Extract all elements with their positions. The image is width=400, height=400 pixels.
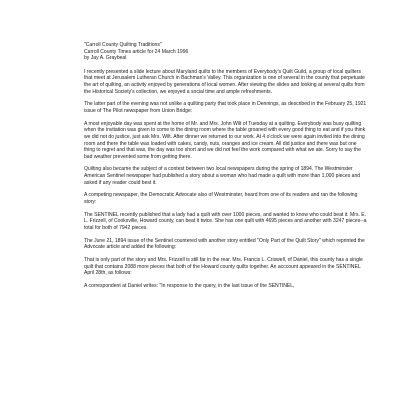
- article-page: [84, 42, 368, 296]
- article-header: [84, 42, 368, 62]
- article-source: Carroll County Times article for 24 March 1996: [84, 48, 189, 55]
- article-author: by Jay A. Graybeal: [84, 55, 127, 62]
- paragraph: I recently presented a slide lecture about Maryland quilts to the members of Everybody's Quilt Guild, a group of local quilters that meet at Jerusalem Lutheran Church in Bachman's Valley. This organization is one of several in the county that perpetuate the art of quilting, an activity enjoyed by generations of local women. After viewing the slides and looking at several quilts from the Historical Society's collection, we enjoyed a social time and ample refreshments.: [84, 68, 365, 95]
- paragraph: Quilting also became the subject of a contest between two local newspapers during the spring of 1894. The Westminster American Sentinel newspaper had published a story about a woman who had made a quilt with more than 1,000 pieces and asked if any reader could best it.: [84, 166, 361, 186]
- paragraph: A competing newspaper, the Democratic Advocate also of Westminster, heard from one of its readers and ran the following story:: [84, 192, 358, 206]
- paragraph: The June 21, 1894 issue of the Sentinel countered with another story entitled "Only Part of the Quilt Story" which reprinted the Advocate article and added the following:: [84, 237, 365, 251]
- paragraph: That is only part of the story and Mrs. Frizzell is still far in the rear. Mrs. Francis L. Criswell, of Daniel, this county has a single quilt that contains 2088 more pieces that both of the Howard county quilts together. An acccount appeared in the SENTINEL April 28th, as follows:: [84, 257, 363, 277]
- paragraph: A correspondent at Daniel writes: "In response to the query, in the last issue of the SENTINEL,: [84, 283, 295, 290]
- article-title: "Carroll County Quilting Traditions": [84, 42, 162, 48]
- paragraph: The latter part of the evening was not unlike a quilting party that took place in Dennings, as described in the February 25, 1921 issue of The Pilot newspaper from Union Bridge:: [84, 101, 367, 114]
- paragraph: A most enjoyable day was spent at the home of Mr. and Mrs. John Wilt of Tuesday at a quilting. Everybody was busy quilting when the invitation was given to come to the dining room where the table groaned with every good thing to eat and if you think we did not do justice, just ask Mrs. Wilt. After dinner we returned to our work. At 4 o'clock we were again invited into the dining room and there the table was loaded with cakes, candy, nuts, oranges and ice cream. All did justice and there was but one thing to regret and that was, the day was too short and we did not feel the work compared with what we ate. Sorry to say the bad weather prevented some from getting there.: [84, 120, 366, 160]
- paragraph: The SENTINEL recently published that a lady had a quilt with over 1000 pieces, and wanted to know who could beat it. Mrs. E. L. Frizzell, of Cooksville, Howard county, can beat it twice. She has one quilt with 4695 pieces and another with 3247 pieces--a total for both of 7942 pieces.: [84, 211, 367, 231]
